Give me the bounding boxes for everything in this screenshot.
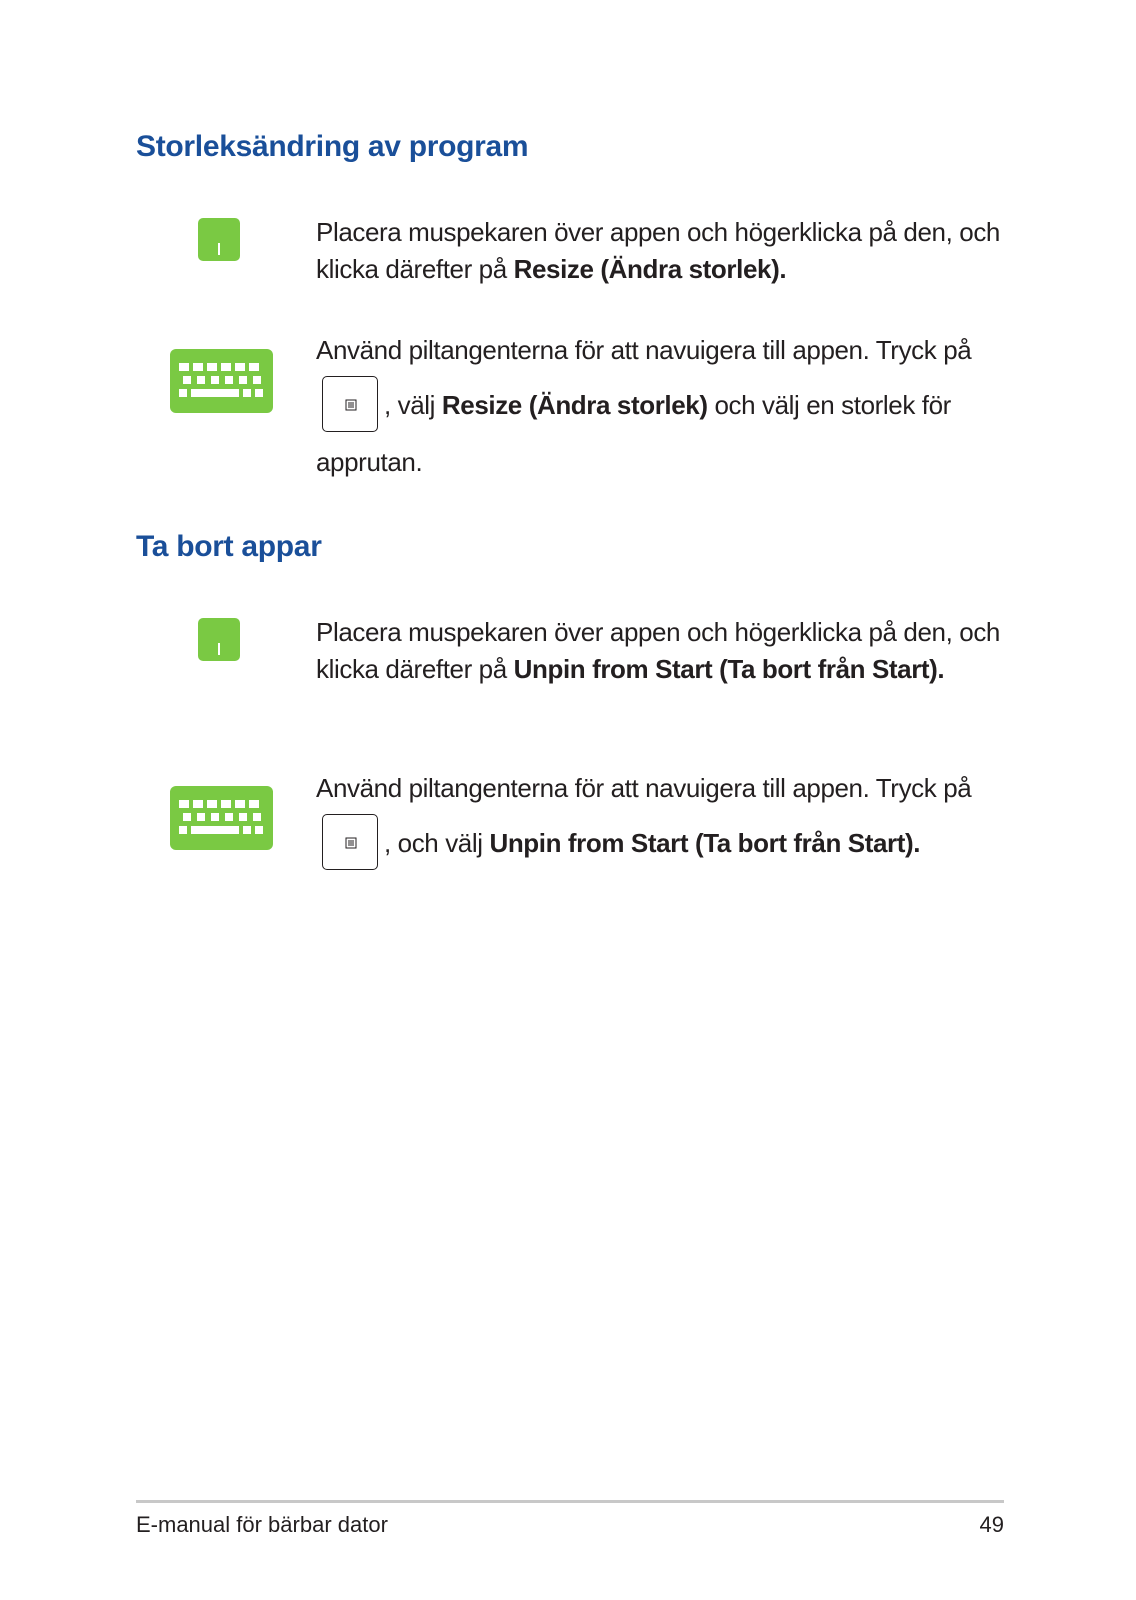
instruction-text: Placera muspekaren över appen och högerklicka på den, och klicka därefter på — [316, 217, 1000, 284]
instruction-text: Placera muspekaren över appen och högerklicka på den, och klicka därefter på — [316, 617, 1000, 684]
instruction-keyboard-resize — [316, 323, 1016, 490]
footer-title: E-manual för bärbar dator — [136, 1512, 388, 1537]
touchpad-icon — [198, 218, 240, 261]
menu-key-icon — [322, 814, 378, 870]
instruction-text: Använd piltangenterna för att navuigera till appen. Tryck på — [316, 335, 972, 365]
instruction-text: Använd piltangenterna för att navuigera till appen. Tryck på — [316, 773, 972, 803]
section-heading-remove-apps: Ta bort appar — [136, 530, 322, 563]
instruction-bold-text: Resize (Ändra storlek) — [441, 390, 708, 420]
footer-divider — [136, 1500, 1004, 1503]
instruction-touchpad-unpin — [316, 614, 1016, 688]
instruction-text: och välj en storlek för apprutan. — [316, 390, 951, 478]
section-heading-resize: Storleksändring av program — [136, 130, 529, 163]
menu-key-icon — [322, 376, 378, 432]
instruction-bold-text: Unpin from Start (Ta bort från Start). — [513, 654, 945, 684]
instruction-bold-text: Unpin from Start (Ta bort från Start). — [489, 828, 921, 858]
keyboard-icon — [170, 349, 273, 413]
page-number: 49 — [979, 1512, 1004, 1537]
touchpad-icon — [198, 618, 240, 661]
instruction-text: , välj — [384, 390, 442, 420]
instruction-keyboard-unpin — [316, 761, 1016, 873]
instruction-text: , och välj — [384, 828, 490, 858]
instruction-bold-text: Resize (Ändra storlek). — [513, 254, 787, 284]
keyboard-icon — [170, 786, 273, 850]
instruction-touchpad-resize — [316, 214, 1016, 288]
